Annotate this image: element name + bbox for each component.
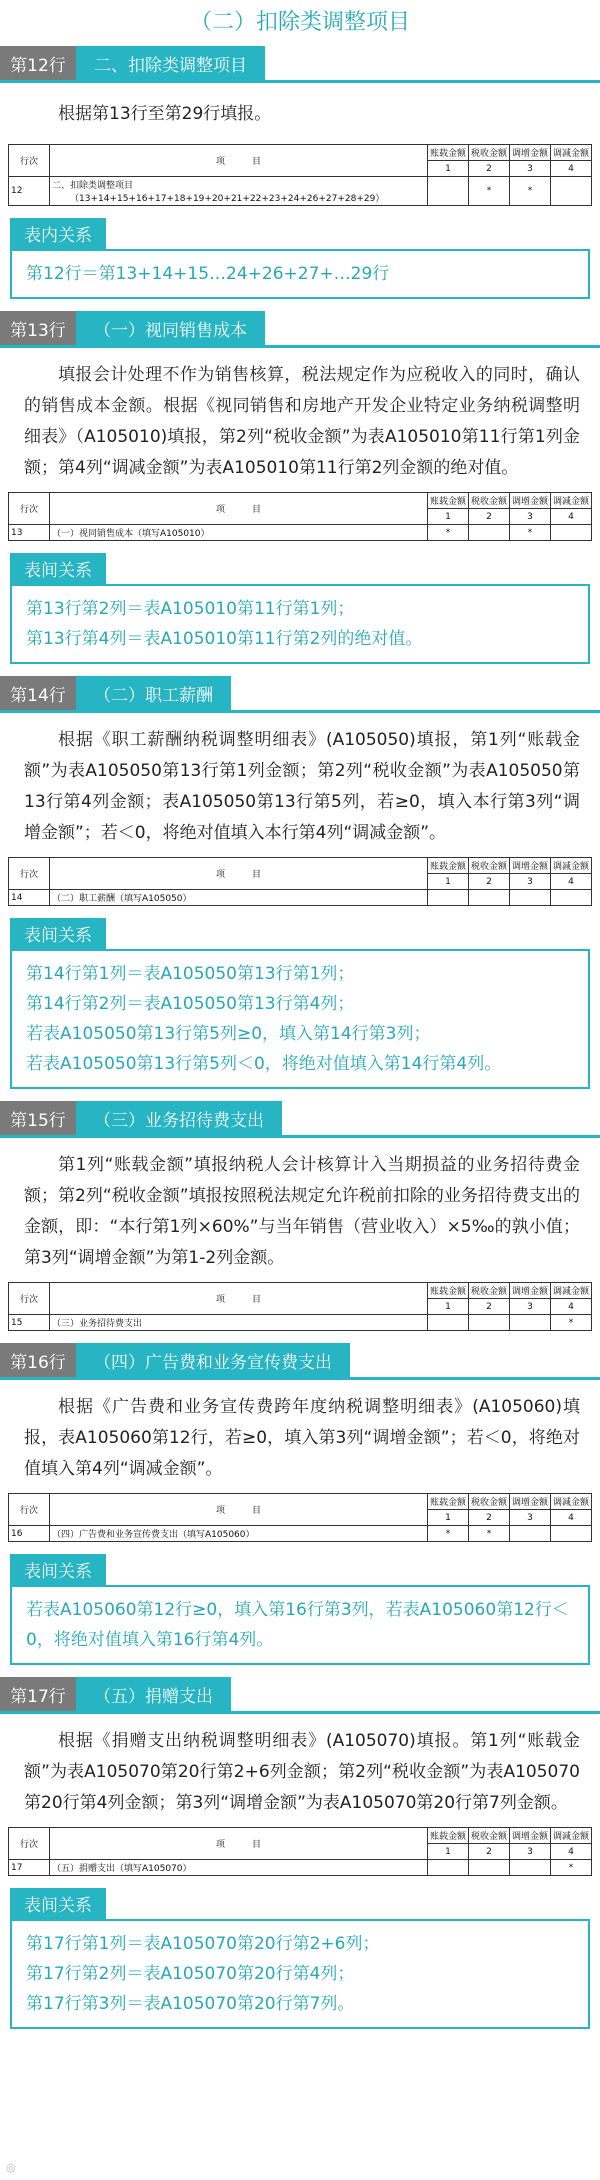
section-row-12 (0, 46, 600, 311)
header-n2: 2 (469, 1510, 510, 1526)
header-item: 项 目 (50, 858, 428, 890)
section-row-14 (0, 676, 600, 1101)
form-table (8, 1827, 592, 1876)
row-c2 (469, 890, 510, 906)
section-description: 根据《广告费和业务宣传费跨年度纳税调整明细表》(A105060)填报，表A105060第12行，若≥0，填入第3列“调增金额”；若＜0，将绝对值填入第4列“调减金额”。 (24, 1397, 580, 1479)
section-description: 填报会计处理不作为销售核算，税法规定作为应税收入的同时，确认的销售成本金额。根据《视同销售和房地产开发企业特定业务纳税调整明细表》（A105010)填报，第2列“税收金额”为表A105010第11行第1列金额；第4列“调减金额”为表A105010第11行第2列金额的绝对值。 (24, 365, 580, 478)
section-header (0, 1101, 600, 1135)
relation-line: 第13行第4列＝表A105010第11行第2列的绝对值。 (26, 629, 423, 649)
row-c4 (551, 1526, 592, 1542)
row-item (50, 1526, 428, 1542)
form-table (8, 857, 592, 906)
spacer (0, 2029, 600, 2041)
header-n2: 2 (469, 1844, 510, 1860)
section-row-13 (0, 311, 600, 676)
header-n4: 4 (551, 1510, 592, 1526)
row-item-line1: （五）捐赠支出（填写A105070） (52, 1864, 192, 1874)
row-item-line1: （二）职工薪酬（填写A105050） (52, 894, 192, 904)
header-c2: 税收金额 (469, 1283, 510, 1299)
relation-title: 表间关系 (10, 553, 106, 584)
row-c3 (510, 1860, 551, 1876)
row-c3: * (510, 177, 551, 206)
row-no: 13 (9, 525, 50, 541)
sections-container (0, 46, 600, 2041)
header-c1: 账载金额 (428, 1828, 469, 1844)
row-c4 (551, 177, 592, 206)
row-badge: 第17行 (0, 1677, 76, 1711)
header-c3: 调增金额 (510, 1494, 551, 1510)
header-n3: 3 (510, 1844, 551, 1860)
header-no: 行次 (9, 145, 50, 177)
header-n1: 1 (428, 1844, 469, 1860)
header-item: 项 目 (50, 493, 428, 525)
header-item: 项 目 (50, 1828, 428, 1860)
header-n4: 4 (551, 509, 592, 525)
relation-box (10, 1585, 590, 1665)
relation-line: 第13行第2列＝表A105010第11行第1列； (26, 599, 355, 619)
section-description: 根据《职工薪酬纳税调整明细表》(A105050)填报，第1列“账载金额”为表A105050第13行第1列金额；第2列“税收金额”为表A105050第13行第4列金额；表A105050第13行第5列，若≥0，填入本行第3列“调增金额”；若＜0，将绝对值填入本行第4列“调减金额”。 (24, 730, 580, 843)
header-n3: 3 (510, 1299, 551, 1315)
section-header (0, 46, 600, 80)
form-table (8, 144, 592, 206)
relation-box (10, 584, 590, 664)
row-c1: * (428, 1526, 469, 1542)
row-item-line1: 二、扣除类调整项目 (52, 181, 134, 191)
row-badge: 第15行 (0, 1101, 76, 1135)
row-item-line1: （三）业务招待费支出 (52, 1319, 143, 1329)
page-title: （二）扣除类调整项目 (189, 10, 410, 35)
header-c2: 税收金额 (469, 1828, 510, 1844)
header-n2: 2 (469, 1299, 510, 1315)
relation-line: 第17行第1列＝表A105070第20行第2+6列； (26, 1934, 380, 1954)
header-n3: 3 (510, 874, 551, 890)
header-c1: 账载金额 (428, 858, 469, 874)
header-item: 项 目 (50, 1283, 428, 1315)
header-n1: 1 (428, 1299, 469, 1315)
row-no: 14 (9, 890, 50, 906)
relation-line: 第14行第2列＝表A105050第13行第4列； (26, 994, 355, 1014)
relation-title: 表间关系 (10, 918, 106, 949)
header-no: 行次 (9, 858, 50, 890)
section-title: （四）广告费和业务宣传费支出 (76, 1343, 350, 1377)
row-badge: 第16行 (0, 1343, 76, 1377)
section-header (0, 1343, 600, 1377)
row-c2 (469, 525, 510, 541)
header-n2: 2 (469, 161, 510, 177)
row-c3 (510, 1315, 551, 1331)
row-no: 15 (9, 1315, 50, 1331)
header-c4: 调减金额 (551, 858, 592, 874)
row-c4: * (551, 1315, 592, 1331)
spacer (0, 664, 600, 676)
row-no: 12 (9, 177, 50, 206)
header-n3: 3 (510, 509, 551, 525)
relation-box (10, 1919, 590, 2029)
section-title: （一）视同销售成本 (76, 311, 265, 345)
header-item: 项 目 (50, 145, 428, 177)
section-title: 二、扣除类调整项目 (76, 46, 265, 80)
header-n4: 4 (551, 1844, 592, 1860)
row-item (50, 525, 428, 541)
section-row-15 (0, 1101, 600, 1343)
header-no: 行次 (9, 493, 50, 525)
row-item (50, 890, 428, 906)
spacer (0, 1331, 600, 1343)
row-item-line2: （13+14+15+16+17+18+19+20+21+22+23+24+26+27+28+29） (70, 194, 385, 204)
section-description: 根据《捐赠支出纳税调整明细表》(A105070)填报。第1列“账载金额”为表A105070第20行第2+6列金额；第2列“税收金额”为表A105070第20行第4列金额；第3列“调增金额”为表A105070第20行第7列金额。 (24, 1731, 580, 1813)
row-c4 (551, 890, 592, 906)
section-description: 第1列“账载金额”填报纳税人会计核算计入当期损益的业务招待费金额；第2列“税收金额”填报按照税法规定允许税前扣除的业务招待费支出的金额，即：“本行第1列×60%”与当年销售（营业收入）×5‰的孰小值；第3列“调增金额”为第1-2列金额。 (24, 1155, 580, 1268)
row-c1 (428, 890, 469, 906)
header-c2: 税收金额 (469, 858, 510, 874)
row-c2 (469, 1860, 510, 1876)
row-item (50, 177, 428, 206)
header-n1: 1 (428, 1510, 469, 1526)
relation-title: 表间关系 (10, 1888, 106, 1919)
row-no: 17 (9, 1860, 50, 1876)
spacer (0, 1665, 600, 1677)
header-c1: 账载金额 (428, 493, 469, 509)
row-item-line1: （四）广告费和业务宣传费支出（填写A105060） (52, 1530, 255, 1540)
header-c1: 账载金额 (428, 1494, 469, 1510)
header-c3: 调增金额 (510, 858, 551, 874)
watermark-icon: ◎ (6, 2161, 16, 2174)
relation-line: 第12行＝第13+14+15…24+26+27+…29行 (26, 264, 390, 284)
relation-box (10, 949, 590, 1089)
header-c2: 税收金额 (469, 145, 510, 161)
row-c2: * (469, 177, 510, 206)
header-n1: 1 (428, 874, 469, 890)
row-c3 (510, 890, 551, 906)
relation-box (10, 249, 590, 299)
form-table (8, 1493, 592, 1542)
row-no: 16 (9, 1526, 50, 1542)
relation-line: 若表A105060第12行≥0，填入第16行第3列，若表A105060第12行＜ (26, 1600, 569, 1620)
row-item (50, 1315, 428, 1331)
row-item (50, 1860, 428, 1876)
section-row-17 (0, 1677, 600, 2041)
row-item-line1: （一）视同销售成本（填写A105010） (52, 529, 210, 539)
row-c3 (510, 1526, 551, 1542)
row-badge: 第14行 (0, 676, 76, 710)
spacer (0, 1089, 600, 1101)
spacer (0, 299, 600, 311)
row-c1 (428, 1315, 469, 1331)
row-c1: * (428, 525, 469, 541)
section-description: 根据第13行至第29行填报。 (58, 104, 272, 124)
section-header (0, 311, 600, 345)
header-c4: 调减金额 (551, 493, 592, 509)
header-c3: 调增金额 (510, 493, 551, 509)
header-c3: 调增金额 (510, 1283, 551, 1299)
header-c1: 账载金额 (428, 145, 469, 161)
relation-line: 第17行第3列＝表A105070第20行第7列。 (26, 1994, 355, 2014)
header-n1: 1 (428, 509, 469, 525)
header-c2: 税收金额 (469, 493, 510, 509)
header-c2: 税收金额 (469, 1494, 510, 1510)
row-c4: * (551, 1860, 592, 1876)
header-c4: 调减金额 (551, 1494, 592, 1510)
header-n1: 1 (428, 161, 469, 177)
row-c3: * (510, 525, 551, 541)
header-no: 行次 (9, 1494, 50, 1526)
row-c4 (551, 525, 592, 541)
header-n2: 2 (469, 874, 510, 890)
row-c1 (428, 1860, 469, 1876)
section-title: （二）职工薪酬 (76, 676, 231, 710)
section-title: （三）业务招待费支出 (76, 1101, 282, 1135)
row-c2: * (469, 1526, 510, 1542)
header-n4: 4 (551, 874, 592, 890)
header-c4: 调减金额 (551, 145, 592, 161)
row-c2 (469, 1315, 510, 1331)
header-c4: 调减金额 (551, 1828, 592, 1844)
header-n2: 2 (469, 509, 510, 525)
header-n4: 4 (551, 161, 592, 177)
header-no: 行次 (9, 1828, 50, 1860)
form-table (8, 492, 592, 541)
relation-line: 0，将绝对值填入第16行第4列。 (26, 1630, 274, 1650)
relation-line: 若表A105050第13行第5列≥0，填入第14行第3列； (26, 1024, 431, 1044)
header-c4: 调减金额 (551, 1283, 592, 1299)
header-c1: 账载金额 (428, 1283, 469, 1299)
row-c1 (428, 177, 469, 206)
header-c3: 调增金额 (510, 145, 551, 161)
relation-title: 表间关系 (10, 1554, 106, 1585)
header-item: 项 目 (50, 1494, 428, 1526)
relation-line: 第14行第1列＝表A105050第13行第1列； (26, 964, 355, 984)
section-header (0, 676, 600, 710)
header-no: 行次 (9, 1283, 50, 1315)
relation-line: 第17行第2列＝表A105070第20行第4列； (26, 1964, 355, 1984)
row-badge: 第13行 (0, 311, 76, 345)
section-title: （五）捐赠支出 (76, 1677, 231, 1711)
header-n3: 3 (510, 1510, 551, 1526)
relation-line: 若表A105050第13行第5列＜0，将绝对值填入第14行第4列。 (26, 1054, 502, 1074)
header-c3: 调增金额 (510, 1828, 551, 1844)
header-n3: 3 (510, 161, 551, 177)
section-header (0, 1677, 600, 1711)
row-badge: 第12行 (0, 46, 76, 80)
header-n4: 4 (551, 1299, 592, 1315)
form-table (8, 1282, 592, 1331)
relation-title: 表内关系 (10, 218, 106, 249)
section-row-16 (0, 1343, 600, 1677)
